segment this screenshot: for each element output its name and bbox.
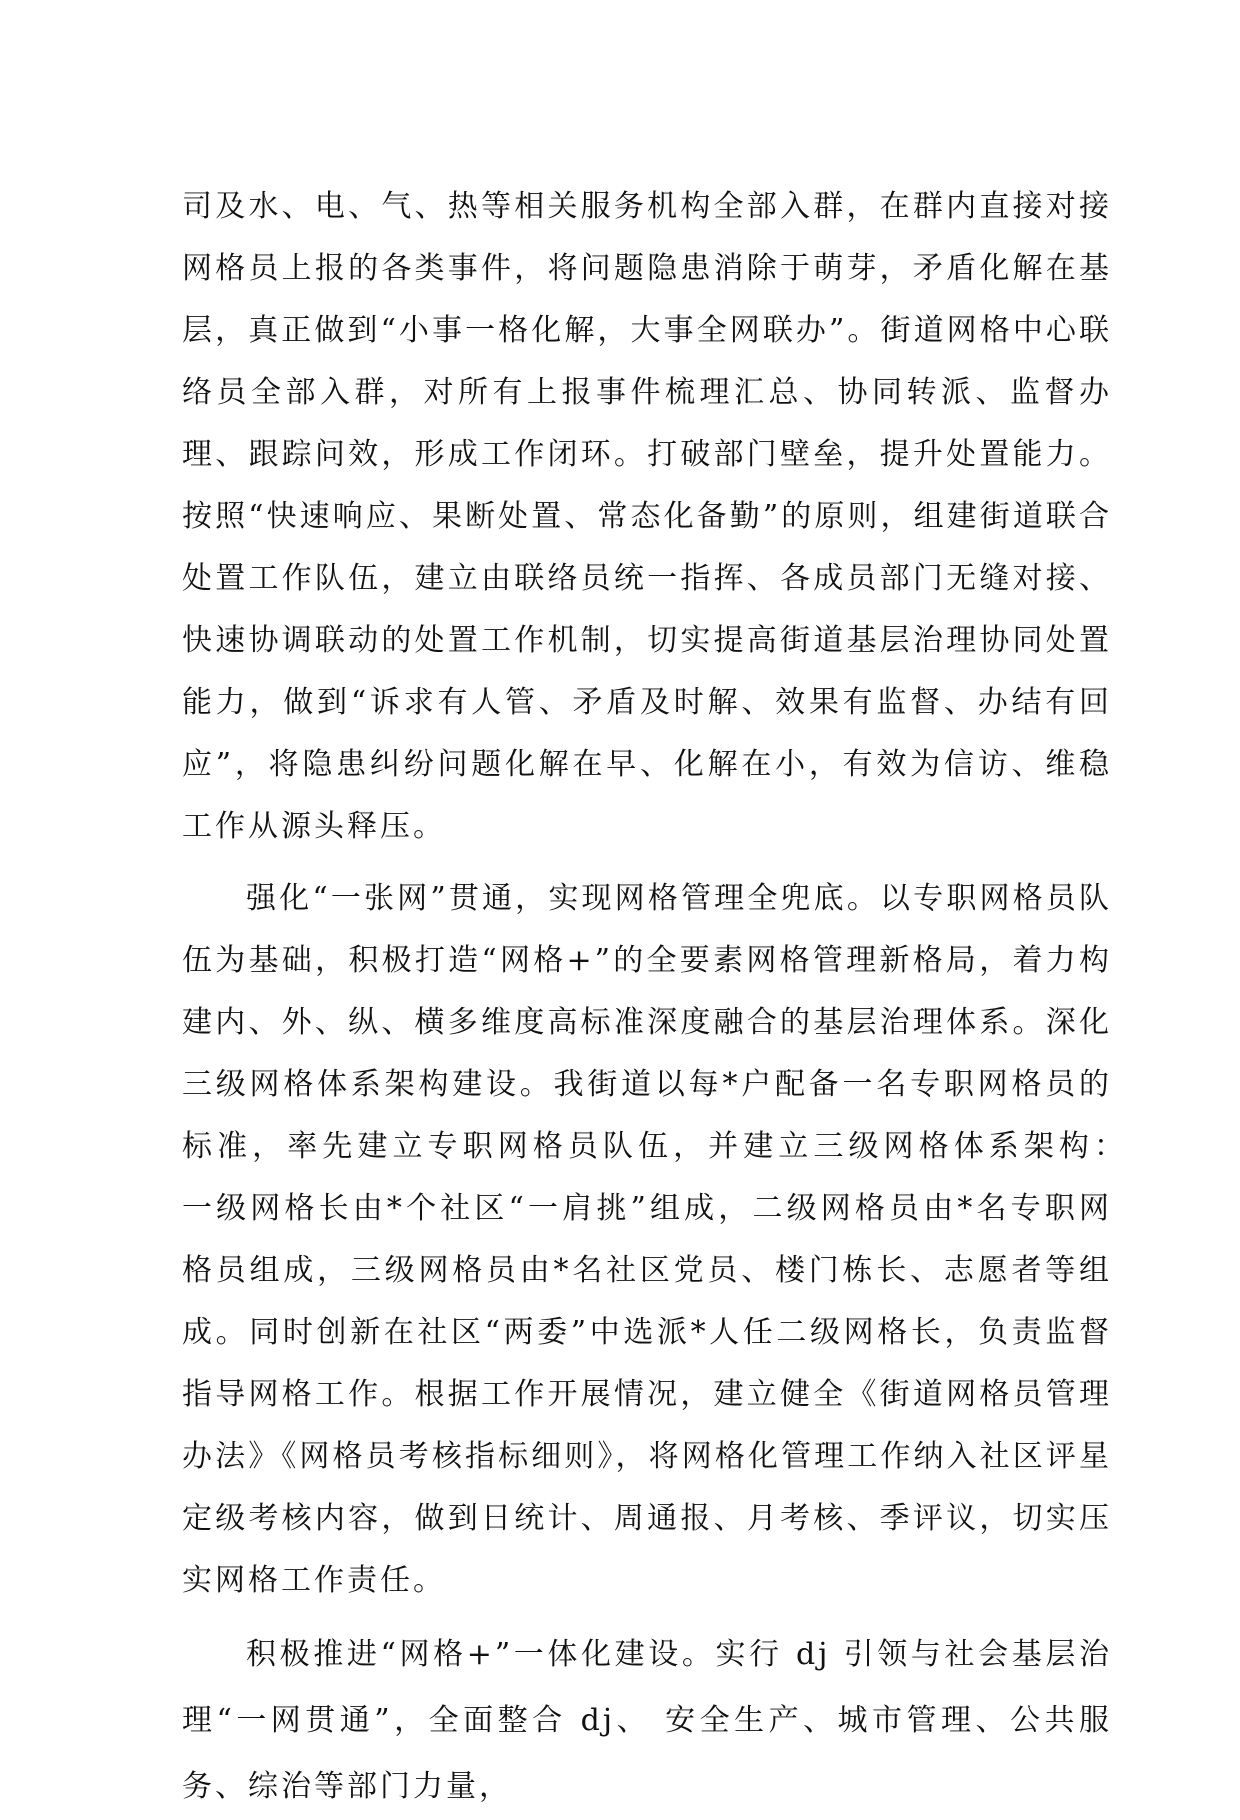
- paragraph-1: 司及水、电、气、热等相关服务机构全部入群，在群内直接对接网格员上报的各类事件，将问题隐患消除于萌芽，矛盾化解在基层，真正做到“小事一格化解，大事全网联办”。街道网格中心联络员全部入群，对所有上报事件梳理汇总、协同转派、监督办理、跟踪问效，形成工作闭环。打破部门壁垒，提升处置能力。按照“快速响应、果断处置、常态化备勤”的原则，组建街道联合处置工作队伍，建立由联络员统一指挥、各成员部门无缝对接、快速协调联动的处置工作机制，切实提高街道基层治理协同处置能力，做到“诉求有人管、矛盾及时解、效果有监督、办结有回应”，将隐患纠纷问题化解在早、化解在小，有效为信访、维稳工作从源头释压。: [182, 189, 1112, 844]
- document-body: [182, 176, 1145, 1820]
- paragraph-2: 强化“一张网”贯通，实现网格管理全兜底。以专职网格员队伍为基础，积极打造“网格+”的全要素网格管理新格局，着力构建内、外、纵、横多维度高标准深度融合的基层治理体系。深化三级网格体系架构建设。我街道以每*户配备一名专职网格员的标准，率先建立专职网格员队伍，并建立三级网格体系架构： 一级网格长由*个社区“一肩挑”组成，二级网格员由*名专职网格员组成，三级网格员由*名社区党员、楼门栋长、志愿者等组成。同时创新在社区“两委”中选派*人任二级网格长，负责监督指导网格工作。根据工作开展情况，建立健全《街道网格员管理办法》《网格员考核指标细则》，将网格化管理工作纳入社区评星定级考核内容，做到日统计、周通报、月考核、季评议，切实压实网格工作责任。: [182, 881, 1145, 1598]
- paragraph-3: 积极推进“网格+”一体化建设。实行 dj 引领与社会基层治理“一网贯通”，全面整合 dj、 安全生产、城市管理、公共服务、综治等部门力量，: [182, 1637, 1112, 1804]
